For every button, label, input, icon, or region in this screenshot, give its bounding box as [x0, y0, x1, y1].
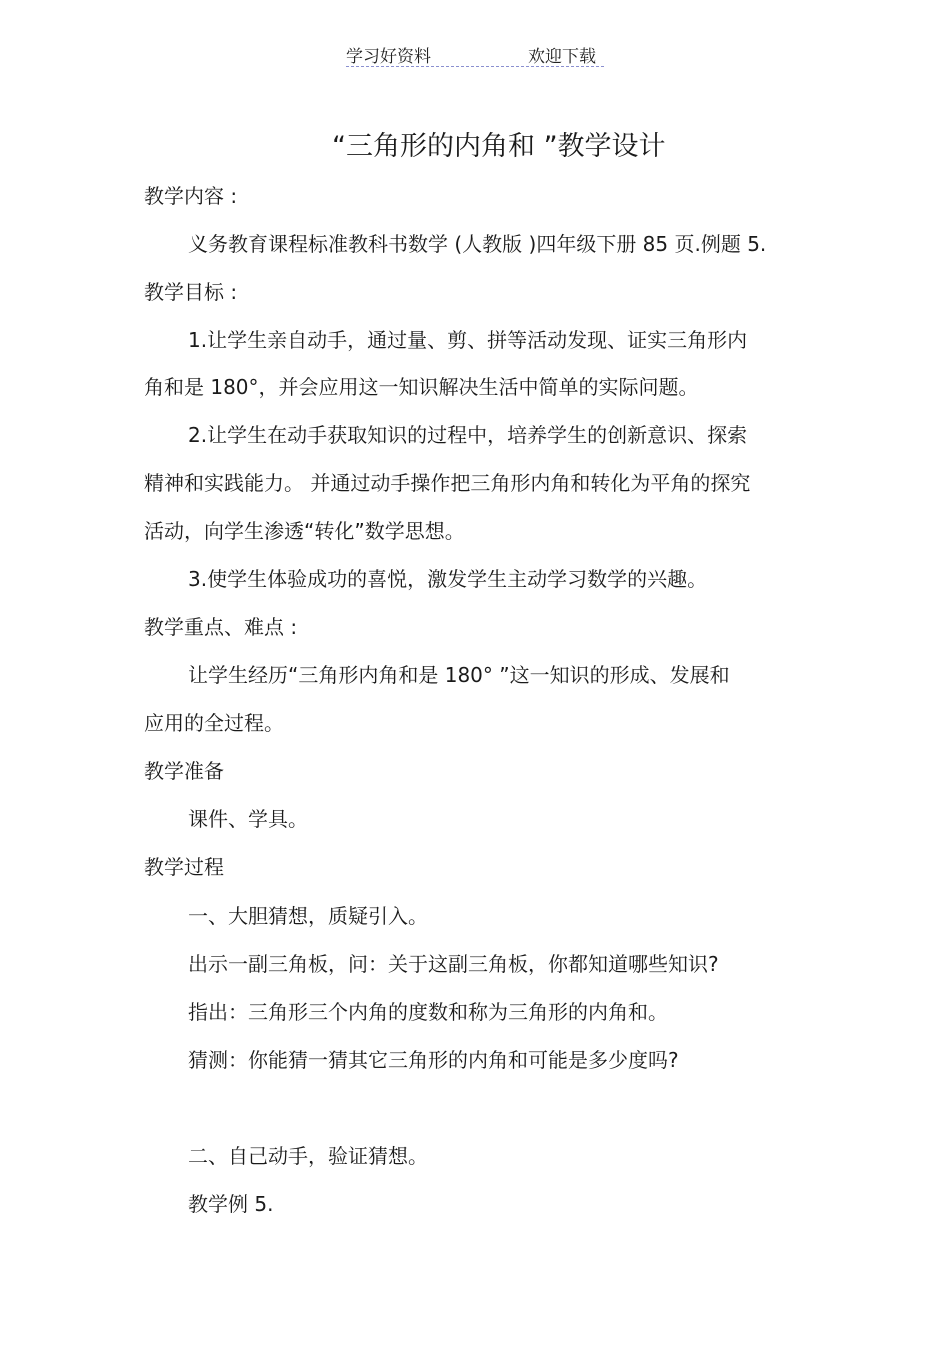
step-1-heading: 一、大胆猜想，质疑引入。 — [188, 904, 428, 928]
goal-3: 3.使学生体验成功的喜悦，激发学生主动学习数学的兴趣。 — [188, 567, 708, 591]
step-2-heading: 二、自己动手，验证猜想。 — [188, 1144, 428, 1168]
prep-text: 课件、学具。 — [188, 807, 308, 831]
content-text: 义务教育课程标准教科书数学 (人教版 )四年级下册 85 页.例题 5. — [188, 232, 767, 256]
step-1-line-1: 出示一副三角板，问：关于这副三角板，你都知道哪些知识? — [188, 952, 719, 976]
key-points-line-1: 让学生经历“三角形内角和是 180° ”这一知识的形成、发展和 — [188, 663, 730, 687]
process-heading: 教学过程 — [144, 855, 224, 879]
goal-2-line-3: 活动，向学生渗透“转化”数学思想。 — [144, 519, 465, 543]
step-2-line-1: 教学例 5. — [188, 1192, 274, 1216]
key-points-line-2: 应用的全过程。 — [144, 711, 284, 735]
step-1-line-3: 猜测：你能猜一猜其它三角形的内角和可能是多少度吗? — [188, 1048, 679, 1072]
step-1-line-2: 指出：三角形三个内角的度数和称为三角形的内角和。 — [188, 1000, 668, 1024]
goal-2-line-1: 2.让学生在动手获取知识的过程中，培养学生的创新意识、探索 — [188, 423, 748, 447]
key-points-heading: 教学重点、难点 : — [144, 615, 298, 639]
content-heading: 教学内容 : — [144, 184, 238, 208]
goals-heading: 教学目标 : — [144, 280, 238, 304]
header-left-text: 学习好资料 — [346, 47, 431, 67]
goal-1-line-2: 角和是 180°，并会应用这一知识解决生活中简单的实际问题。 — [144, 375, 699, 399]
goal-2-line-2: 精神和实践能力。 并通过动手操作把三角形内角和转化为平角的探究 — [144, 471, 751, 495]
page-header — [346, 40, 604, 67]
header-right-text: 欢迎下载 — [528, 47, 596, 67]
prep-heading: 教学准备 — [144, 759, 224, 783]
goal-1-line-1: 1.让学生亲自动手，通过量、剪、拼等活动发现、证实三角形内 — [188, 328, 748, 352]
document-title: “三角形的内角和 ”教学设计 — [332, 131, 666, 162]
